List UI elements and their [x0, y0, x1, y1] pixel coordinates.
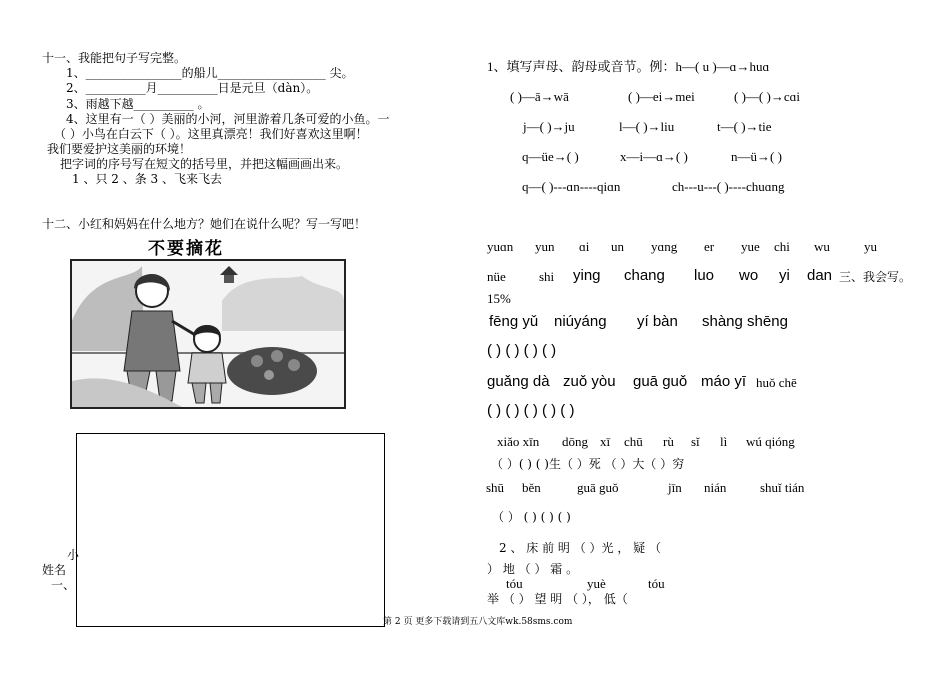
pinyin-word: yuɑn: [487, 239, 514, 254]
pinyin-word: lì: [720, 434, 728, 449]
q1-item: ( )—( )→cɑi: [734, 89, 800, 104]
pinyin-word: shi: [539, 269, 555, 284]
pinyin-word: rù: [663, 434, 674, 449]
pinyin-word: shuǐ tián: [760, 480, 805, 495]
q1-item: ( )—ei→mei: [628, 89, 695, 104]
q1-item: n—ü→( ): [731, 149, 782, 164]
pinyin-word: wo: [739, 267, 759, 284]
pinyin-word: dan: [807, 267, 833, 284]
pinyin-word: jīn: [668, 480, 682, 495]
pinyin-word: yu: [864, 239, 877, 254]
instruction: 把字词的序号写在短文的括号里，并把这幅画画出来。: [60, 157, 349, 171]
pinyin-word: yɑng: [651, 239, 678, 254]
pinyin-word: ying: [573, 267, 601, 284]
sentence-1: 1、________________的船儿__________________ 尖。: [66, 66, 354, 80]
pinyin-word: yi: [779, 267, 790, 284]
pinyin-word: ɑi: [579, 239, 590, 254]
q1-item: j—( )→ju: [523, 119, 575, 134]
illustration-picture: [70, 259, 346, 409]
section-3-score: 15%: [487, 291, 511, 306]
word-options: 1 、只 2 、条 3 、飞来飞去: [72, 172, 222, 186]
answer-blanks-4[interactable]: （ ） ( ) ( ) ( ): [492, 510, 571, 524]
pinyin-word: shàng shēng: [702, 313, 788, 330]
pinyin-word: guā guǒ: [577, 480, 619, 495]
pinyin-word: sǐ: [691, 434, 700, 449]
pinyin-word: máo yī: [701, 373, 747, 390]
pinyin-word: xiǎo xīn: [497, 434, 540, 449]
q1-item: ( )—ā→wā: [510, 89, 569, 104]
pinyin-word: tóu: [506, 576, 523, 591]
q1-item: t—( )→tie: [717, 119, 772, 134]
q1-item: ch---u---( )----chuɑng: [672, 179, 785, 194]
pinyin-word: shū: [486, 480, 505, 495]
pinyin-word: yí bàn: [637, 313, 678, 330]
pinyin-word: nián: [704, 480, 727, 495]
poem-line-2: ） 地 （ ） 霜 。: [487, 562, 579, 576]
pinyin-word: yue: [741, 239, 760, 254]
pinyin-word: nüe: [487, 269, 506, 284]
pinyin-word: un: [611, 239, 624, 254]
sentence-3: 3、雨越下越__________ 。: [66, 97, 210, 111]
pinyin-word: luo: [694, 267, 715, 284]
poem-line-3: 举 （ ） 望 明 （ ）， 低（: [487, 592, 628, 606]
fragment-xiao: 小: [67, 548, 80, 562]
pinyin-word: niúyáng: [554, 313, 607, 330]
poem-line-1: 2 、 床 前 明 （ ）光 ， 疑 （: [499, 541, 661, 555]
section-12-title: 十二、小红和妈妈在什么地方？她们在说什么呢？写一写吧！: [42, 217, 367, 231]
q1-item: q—( )---ɑn----qiɑn: [522, 179, 621, 194]
fragment-yi: 一、: [51, 578, 76, 592]
q1-item: x—i—ɑ→( ): [620, 149, 688, 164]
pinyin-word: yun: [535, 239, 555, 254]
pinyin-word: er: [704, 239, 715, 254]
section-3-title: 三、我会写。: [839, 270, 912, 284]
sentence-4-end: 我们要爱护这美丽的环境！: [47, 142, 192, 156]
pinyin-word: huǒ chē: [756, 375, 797, 390]
section-11-title: 十一、我能把句子写完整。: [42, 51, 187, 65]
q1-item: q—üe→( ): [522, 149, 579, 164]
pinyin-word: wu: [814, 239, 830, 254]
answer-blanks-3[interactable]: （ ）( ) ( )生（ ）死 （ ）大（ ）穷: [491, 457, 685, 471]
answer-blanks-1[interactable]: ( ) ( ) ( ) ( ): [487, 342, 557, 359]
picture-caption: 不要摘花: [148, 239, 224, 259]
pinyin-word: zuǒ yòu: [563, 373, 616, 390]
sentence-4-cont: （ ）小鸟在白云下（ ）。这里真漂亮！我们好喜欢这里啊！: [54, 127, 368, 141]
pinyin-word: dōng: [562, 434, 588, 449]
drawing-answer-box[interactable]: [76, 433, 385, 627]
pinyin-word: guǎng dà: [487, 373, 550, 390]
pinyin-word: fēng yǔ: [489, 313, 539, 330]
page-footer: 第 2 页 更多下载请到五八文库wk.58sms.com: [383, 617, 573, 627]
pinyin-word: xī: [600, 434, 611, 449]
pinyin-word: chū: [624, 434, 643, 449]
q1-item: l—( )→liu: [619, 119, 675, 134]
sentence-2: 2、__________月__________日是元旦（dàn）。: [66, 81, 319, 95]
pinyin-word: běn: [522, 480, 541, 495]
pinyin-word: wú qióng: [746, 434, 795, 449]
pinyin-word: guā guǒ: [633, 373, 688, 390]
pinyin-word: chang: [624, 267, 665, 284]
pinyin-word: tóu: [648, 576, 665, 591]
fragment-name-label: 姓名: [42, 563, 67, 577]
q1-title: 1、填写声母、韵母或音节。例：h—( u )—ɑ→huɑ: [487, 59, 770, 74]
answer-blanks-2[interactable]: ( ) ( ) ( ) ( ) ( ): [487, 402, 575, 419]
pinyin-word: chi: [774, 239, 790, 254]
pinyin-word: yuè: [587, 576, 606, 591]
sentence-4: 4、这里有一（ ）美丽的小河，河里游着几条可爱的小鱼。一: [66, 112, 390, 126]
